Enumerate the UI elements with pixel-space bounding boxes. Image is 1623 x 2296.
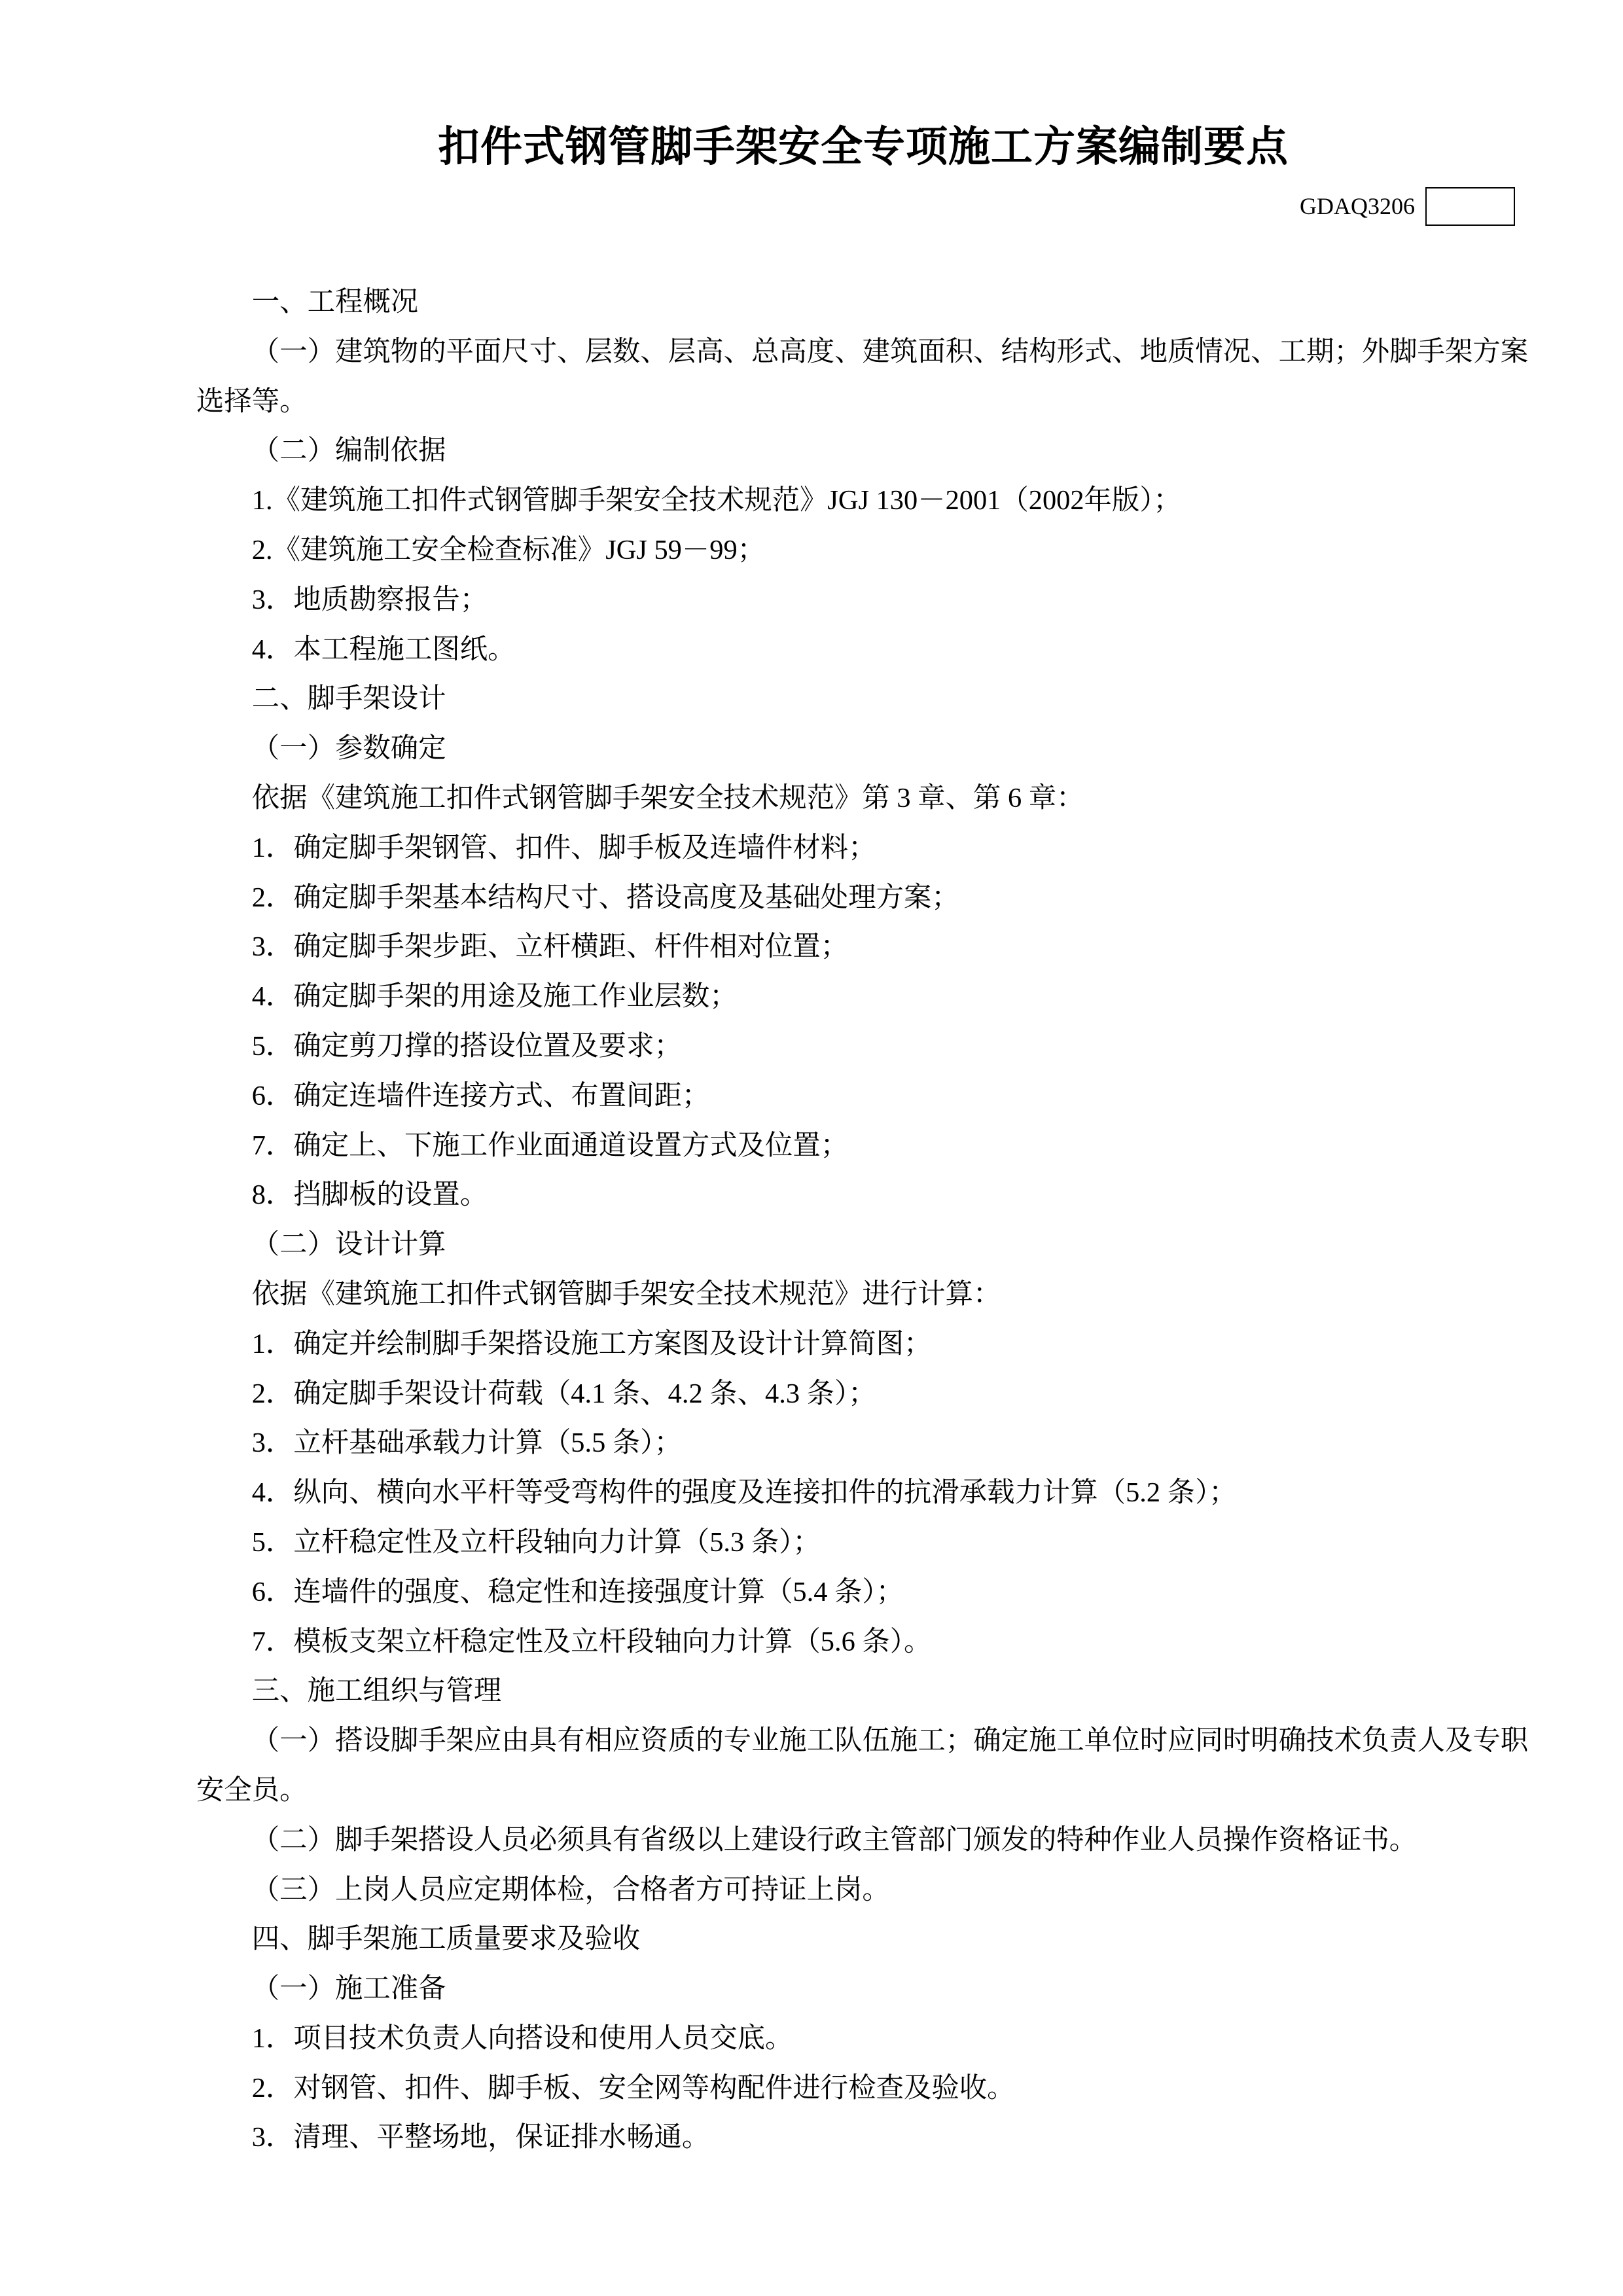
list-item: 2．确定脚手架基本结构尺寸、搭设高度及基础处理方案； xyxy=(251,882,959,913)
subsection-heading-preparation: （一）施工准备 xyxy=(251,1973,446,2005)
list-item: 8．挡脚板的设置。 xyxy=(251,1179,488,1211)
list-item: 4．纵向、横向水平杆等受弯构件的强度及连接扣件的抗滑承载力计算（5.2 条）； xyxy=(251,1477,1237,1509)
paragraph: 依据《建筑施工扣件式钢管脚手架安全技术规范》进行计算： xyxy=(251,1278,1001,1310)
list-item: 4．确定脚手架的用途及施工作业层数； xyxy=(251,981,738,1013)
paragraph: （三）上岗人员应定期体检，合格者方可持证上岗。 xyxy=(251,1874,890,1905)
page-title: 扣件式钢管脚手架安全专项施工方案编制要点 xyxy=(438,123,1289,171)
list-item: 6．确定连墙件连接方式、布置间距； xyxy=(251,1080,710,1111)
list-item: 3．清理、平整场地，保证排水畅通。 xyxy=(251,2122,710,2153)
list-item: 3．立杆基础承载力计算（5.5 条）； xyxy=(251,1427,682,1459)
list-item: 3．确定脚手架步距、立杆横距、杆件相对位置； xyxy=(251,931,849,963)
list-item: 2．确定脚手架设计荷载（4.1 条、4.2 条、4.3 条）； xyxy=(251,1378,876,1409)
list-item: 1．项目技术负责人向搭设和使用人员交底。 xyxy=(251,2022,793,2054)
document-body xyxy=(196,278,1528,2162)
paragraph-building-info: （一）建筑物的平面尺寸、层数、层高、总高度、建筑面积、结构形式、地质情况、工期；外脚手架方案选择等。 xyxy=(196,336,1529,417)
section-heading-design: 二、脚手架设计 xyxy=(251,683,446,715)
list-item: 2.《建筑施工安全检查标准》JGJ 59－99； xyxy=(251,534,766,565)
paragraph: 依据《建筑施工扣件式钢管脚手架安全技术规范》第 3 章、第 6 章： xyxy=(251,782,1084,814)
list-item: 2．对钢管、扣件、脚手板、安全网等构配件进行检查及验收。 xyxy=(251,2072,1015,2104)
list-item: 5．确定剪刀撑的搭设位置及要求； xyxy=(251,1030,682,1062)
list-item: 4．本工程施工图纸。 xyxy=(251,634,516,665)
section-heading-quality: 四、脚手架施工质量要求及验收 xyxy=(251,1924,641,1955)
subsection-heading-parameters: （一）参数确定 xyxy=(251,733,446,764)
paragraph: （二）脚手架搭设人员必须具有省级以上建设行政主管部门颁发的特种作业人员操作资格证书。 xyxy=(251,1824,1418,1856)
list-item: 7．确定上、下施工作业面通道设置方式及位置； xyxy=(251,1130,849,1161)
paragraph: （一）搭设脚手架应由具有相应资质的专业施工队伍施工；确定施工单位时应同时明确技术负责人及专职安全员。 xyxy=(196,1725,1529,1806)
list-item: 6．连墙件的强度、稳定性和连接强度计算（5.4 条）； xyxy=(251,1576,904,1607)
document-code: GDAQ3206 xyxy=(1300,193,1415,219)
section-heading-overview: 一、工程概况 xyxy=(251,287,419,317)
list-item: 3．地质勘察报告； xyxy=(251,584,488,615)
list-item: 1．确定脚手架钢管、扣件、脚手板及连墙件材料； xyxy=(251,832,876,863)
section-heading-organization: 三、施工组织与管理 xyxy=(251,1676,502,1707)
document-code-row xyxy=(1283,187,1515,226)
subsection-heading-basis: （二）编制依据 xyxy=(251,435,446,467)
list-item: 5．立杆稳定性及立杆段轴向力计算（5.3 条）； xyxy=(251,1526,821,1558)
list-item: 1．确定并绘制脚手架搭设施工方案图及设计计算简图； xyxy=(251,1328,932,1359)
subsection-heading-calculation: （二）设计计算 xyxy=(251,1229,446,1261)
list-item: 1.《建筑施工扣件式钢管脚手架安全技术规范》JGJ 130－2001（2002年版）； xyxy=(251,485,1181,516)
document-number-box xyxy=(1425,187,1515,226)
list-item: 7．模板支架立杆稳定性及立杆段轴向力计算（5.6 条）。 xyxy=(251,1626,932,1657)
